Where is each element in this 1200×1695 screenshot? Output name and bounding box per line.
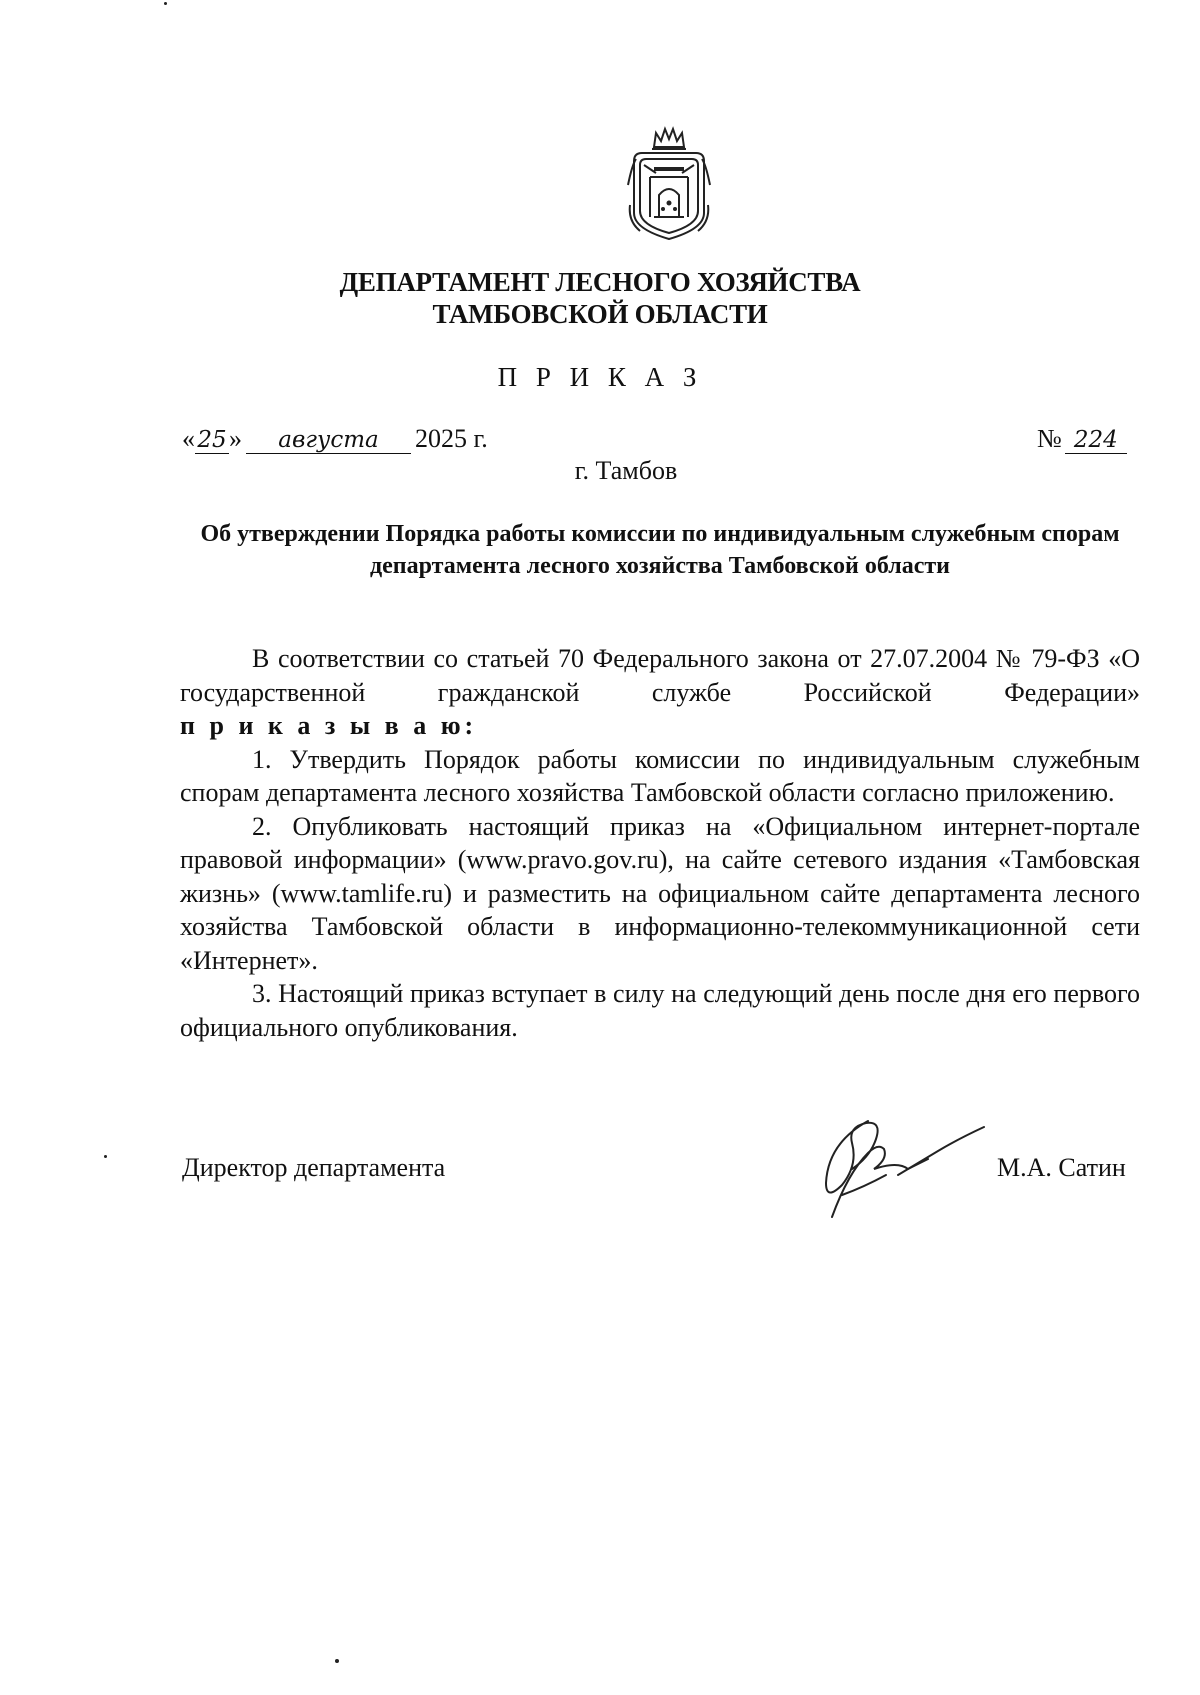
department-name-line1: ДЕПАРТАМЕНТ ЛЕСНОГО ХОЗЯЙСТВА [339, 267, 861, 297]
order-subject: Об утверждении Порядка работы комиссии по индивидуальным служебным спорам департамента лесного хозяйства Тамбовской области [200, 521, 1120, 579]
number-value: 224 [1065, 427, 1127, 454]
scan-speck [335, 1659, 339, 1663]
city-label: г. Тамбов [574, 456, 678, 485]
decree-word: п р и к а з ы в а ю: [180, 711, 478, 740]
handwritten-signature [808, 1113, 988, 1221]
list-item: 1. Утвердить Порядок работы комиссии по индивидуальным служебным спорам департамента лесного хозяйства Тамбовской области согласно приложению. [180, 744, 1140, 807]
signatory-name: М.А. Сатин [997, 1153, 1126, 1182]
coat-of-arms-icon [626, 125, 712, 243]
date-year: 2025 г. [415, 424, 488, 453]
number-sign: № [1037, 424, 1062, 453]
date-close-quote: » [229, 424, 242, 453]
order-number [1037, 424, 1127, 454]
scan-speck [104, 1155, 107, 1158]
department-name-line2: ТАМБОВСКОЙ ОБЛАСТИ [432, 299, 768, 329]
document-type: П Р И К А З [497, 362, 703, 392]
date-month: августа [246, 427, 411, 454]
list-item: 3. Настоящий приказ вступает в силу на следующий день после дня его первого официального опубликования. [180, 979, 1140, 1042]
list-item: 2. Опубликовать настоящий приказ на «Официальном интернет-портале правовой информации» (www.pravo.gov.ru), на сайте сетевого издания «Тамбовская жизнь» (www.tamlife.ru) и разместить на официальном сайте департамента лесного хозяйства Тамбовской области в информационно-телекоммуникационной сети «Интернет». [180, 811, 1140, 975]
order-body [180, 642, 1140, 1044]
date-open-quote: « [182, 424, 195, 453]
city [0, 456, 1200, 486]
date-day: 25 [195, 427, 229, 454]
scan-speck [164, 2, 167, 5]
decree-paragraph [180, 709, 1140, 743]
intro-paragraph: В соответствии со статьей 70 Федерального закона от 27.07.2004 № 79-ФЗ «О государственной гражданской службе Российской Федерации» [180, 644, 1140, 707]
order-date [182, 424, 488, 454]
signatory-position: Директор департамента [182, 1153, 446, 1182]
